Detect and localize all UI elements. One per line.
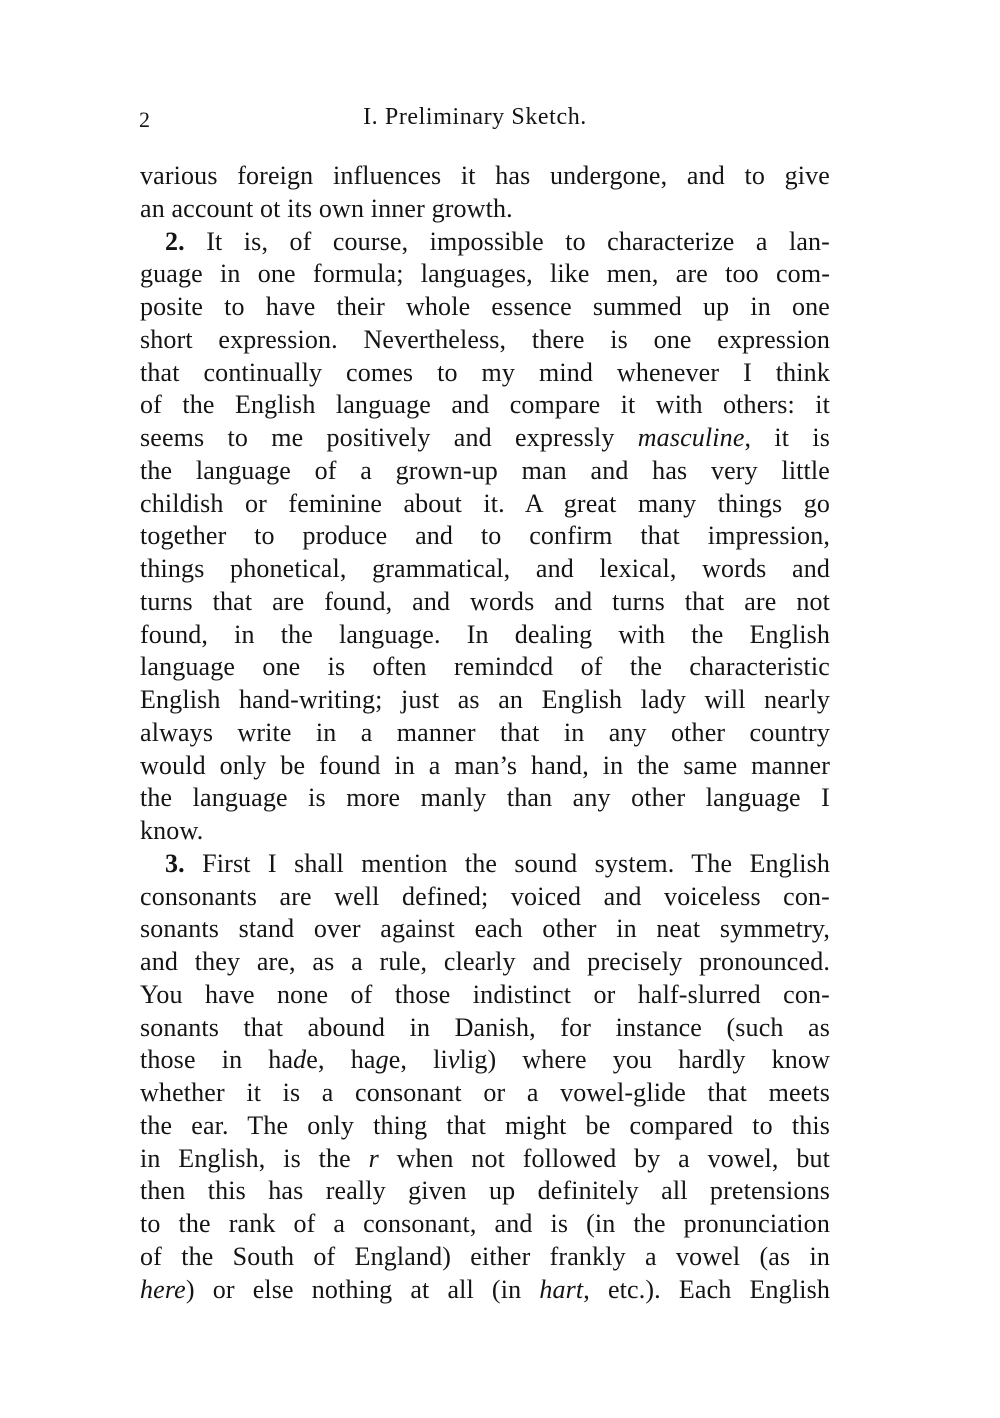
- line-text: ) or else nothing at all (in: [185, 1274, 540, 1304]
- text-line: [140, 422, 830, 455]
- text-line: [140, 357, 830, 390]
- line-text: found, in the language. In dealing with the English: [140, 619, 830, 649]
- line-text: those in ha: [140, 1045, 294, 1075]
- line-text: the ear. The only thing that might be compared to this: [140, 1110, 830, 1140]
- italic-text: here: [140, 1274, 186, 1304]
- line-text: would only be found in a man’s hand, in the same manner: [140, 750, 830, 780]
- line-text: guage in one formula; languages, like men, are too com-: [140, 259, 830, 289]
- text-line: [140, 651, 830, 684]
- text-line: [140, 1143, 830, 1176]
- paragraph: [140, 226, 830, 848]
- line-text: things phonetical, grammatical, and lexical, words and: [140, 554, 830, 583]
- line-text: It is, of course, impossible to characterize a lan-: [206, 226, 830, 256]
- page-number: 2: [139, 107, 150, 132]
- text-line: [140, 291, 830, 324]
- text-line: [140, 717, 830, 750]
- text-line: [140, 1274, 830, 1307]
- italic-text: v: [447, 1045, 460, 1075]
- line-text: short expression. Nevertheless, there is one expression: [140, 324, 830, 354]
- paragraph: [140, 160, 830, 226]
- text-line: [140, 684, 830, 717]
- line-text: language one is often remindcd of the characteristic: [140, 652, 830, 682]
- line-text: posite to have their whole essence summed up in one: [140, 292, 830, 321]
- running-title: I. Preliminary Sketch.: [363, 104, 587, 130]
- text-line: [140, 1175, 830, 1208]
- line-text: seems to me positively and expressly: [140, 423, 638, 452]
- line-text: whether it is a consonant or a vowel-glide that meets: [140, 1078, 830, 1107]
- line-text: English hand-writing; just as an English lady will nearly: [140, 685, 830, 714]
- text-line: [140, 586, 830, 619]
- line-text: then this has really given up definitely all pretensions: [140, 1176, 830, 1206]
- text-line: [140, 815, 830, 848]
- line-text: consonants are well defined; voiced and voiceless con-: [140, 881, 830, 911]
- italic-text: masculine: [637, 423, 745, 452]
- line-text: , etc.). Each English: [583, 1274, 830, 1304]
- text-line: [140, 553, 830, 586]
- paragraph-number: 2.: [165, 226, 185, 256]
- italic-text: d: [293, 1045, 307, 1075]
- text-line: [140, 160, 830, 193]
- line-text: turns that are found, and words and turns that are not: [140, 586, 830, 616]
- body-text: [140, 160, 830, 1306]
- line-text: First I shall mention the sound system. The English: [202, 848, 830, 878]
- text-line: [140, 619, 830, 652]
- line-text: know.: [140, 816, 204, 845]
- line-text: always write in a manner that in any other country: [140, 717, 830, 747]
- text-line: [140, 946, 830, 979]
- paragraph-number: 3.: [165, 848, 185, 878]
- text-line: [140, 1077, 830, 1110]
- line-text: to the rank of a consonant, and is (in the pronunciation: [140, 1209, 830, 1238]
- italic-text: g: [375, 1045, 389, 1075]
- text-line: [140, 1241, 830, 1274]
- text-line: [140, 226, 830, 259]
- line-text: lig) where you hardly know: [459, 1045, 830, 1075]
- line-text: sonants that abound in Danish, for instance (such as: [140, 1012, 830, 1042]
- line-text: , it is: [744, 423, 830, 452]
- text-line: [140, 1044, 830, 1077]
- line-text: of the English language and compare it with others: it: [140, 390, 830, 420]
- text-line: [140, 488, 830, 521]
- text-line: [140, 455, 830, 488]
- text-line: [140, 881, 830, 914]
- text-line: [140, 193, 830, 226]
- text-line: [140, 324, 830, 357]
- text-line: [140, 520, 830, 553]
- text-line: [140, 913, 830, 946]
- text-line: [140, 1012, 830, 1045]
- line-text: an account ot its own inner growth.: [140, 193, 513, 223]
- line-text: You have none of those indistinct or half-slurred con-: [140, 979, 830, 1009]
- line-text: in English, is the: [140, 1143, 369, 1173]
- line-text: childish or feminine about it. A great many things go: [140, 488, 830, 518]
- text-line: [140, 782, 830, 815]
- line-text: when not followed by a vowel, but: [378, 1143, 830, 1173]
- italic-text: hart: [539, 1274, 584, 1304]
- line-text: various foreign influences it has undergone, and to give: [140, 161, 830, 190]
- line-text: that continually comes to my mind whenever I think: [140, 357, 830, 387]
- line-text: together to produce and to confirm that impression,: [140, 521, 830, 551]
- text-line: [140, 1208, 830, 1241]
- line-text: sonants stand over against each other in neat symmetry,: [140, 914, 830, 944]
- line-text: e, li: [388, 1045, 448, 1075]
- line-text: the language is more manly than any other language I: [140, 783, 830, 813]
- text-line: [140, 1110, 830, 1143]
- italic-text: r: [368, 1143, 379, 1173]
- text-line: [140, 979, 830, 1012]
- line-text: the language of a grown-up man and has very little: [140, 455, 830, 485]
- line-text: and they are, as a rule, clearly and precisely pronounced.: [140, 947, 830, 976]
- line-text: of the South of England) either frankly a vowel (as in: [140, 1241, 830, 1271]
- paragraph: [140, 848, 830, 1307]
- text-line: [140, 750, 830, 783]
- text-line: [140, 848, 830, 881]
- text-line: [140, 258, 830, 291]
- text-line: [140, 389, 830, 422]
- line-text: e, ha: [306, 1045, 376, 1075]
